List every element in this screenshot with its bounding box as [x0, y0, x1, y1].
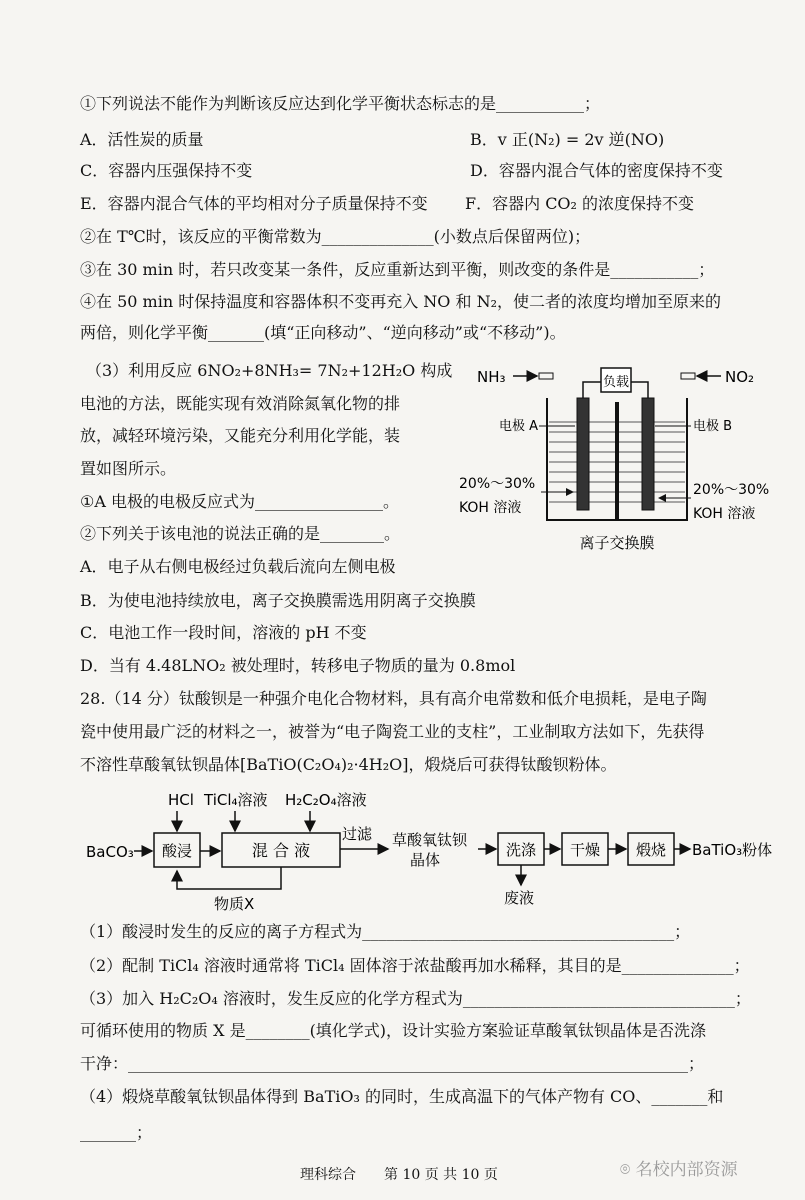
- q2-option-c: C．容器内压强保持不变: [80, 161, 253, 180]
- hcl-label: HCl: [168, 791, 194, 809]
- process-flow-diagram: [80, 785, 795, 915]
- calcine-label: 煅烧: [635, 841, 667, 859]
- q3-intro-2: 电池的方法，既能实现有效消除氮氧化物的排: [80, 394, 401, 413]
- q3-sub-1: ①A 电极的电极反应式为________________。: [80, 492, 399, 511]
- electrode-a: [577, 398, 589, 510]
- q2-statement-4b: 两倍，则化学平衡_______(填“正向移动”、“逆向移动”或“不移动”)。: [80, 323, 566, 342]
- ion-exchange-membrane: [615, 402, 619, 520]
- q28-sub-4: （4）煅烧草酸氧钛钡晶体得到 BaTiO₃ 的同时，生成高温下的气体产物有 CO、_______和: [80, 1087, 724, 1106]
- mixed-solution-label: 混 合 液: [251, 841, 311, 860]
- product-label: BaTiO₃粉体: [692, 841, 773, 859]
- watermark: [620, 1155, 738, 1180]
- page-footer: 理科综合 第 10 页 共 10 页: [300, 1167, 498, 1183]
- ticl4-label: TiCl₄溶液: [204, 791, 268, 809]
- recycle-arrow: [177, 867, 281, 889]
- waste-label: 废液: [504, 889, 535, 907]
- q28-text-2: 瓷中使用最广泛的材料之一，被誉为“电子陶瓷工业的支柱”，工业制取方法如下，先获得: [80, 722, 705, 741]
- q3-option-d: D．当有 4.48LNO₂ 被处理时，转移电子物质的量为 0.8mol: [80, 656, 516, 675]
- watermark-text: 名校内部资源: [635, 1160, 738, 1180]
- electrode-b: [642, 398, 654, 510]
- q2-statement-1: ①下列说法不能作为判断该反应达到化学平衡状态标志的是___________；: [80, 94, 601, 113]
- wash-label: 洗涤: [505, 841, 537, 859]
- q3-sub-2: ②下列关于该电池的说法正确的是________。: [80, 524, 401, 543]
- q2-statement-4a: ④在 50 min 时保持温度和容器体积不变再充入 NO 和 N₂，使二者的浓度均增加至原来的: [80, 292, 722, 311]
- baco3-label: BaCO₃: [86, 843, 134, 861]
- wechat-icon: ⌾: [620, 1160, 636, 1180]
- q2-option-b: B．v 正(N₂) = 2v 逆(NO): [470, 130, 665, 149]
- left-solution: KOH 溶液: [459, 500, 522, 516]
- q2-option-f: F．容器内 CO₂ 的浓度保持不变: [465, 194, 695, 213]
- q2-option-e: E．容器内混合气体的平均相对分子质量保持不变: [80, 194, 428, 213]
- crystal-label-2: 晶体: [410, 851, 441, 869]
- load-label: 负载: [602, 375, 630, 390]
- q28-sub-3b: 可循环使用的物质 X 是________(填化学式)，设计实验方案验证草酸氧钛钡晶体是否洗涤: [80, 1021, 707, 1040]
- h2c2o4-label: H₂C₂O₄溶液: [285, 791, 367, 809]
- q28-sub-2: （2）配制 TiCl₄ 溶液时通常将 TiCl₄ 固体溶于浓盐酸再加水稀释，其目的是______________；: [80, 956, 750, 975]
- q3-option-a: A．电子从右侧电极经过负载后流向左侧电极: [80, 557, 396, 576]
- acid-leach-label: 酸浸: [161, 842, 193, 860]
- crystal-label-1: 草酸氧钛钡: [392, 831, 468, 849]
- q28-sub-3: （3）加入 H₂C₂O₄ 溶液时，发生反应的化学方程式为__________________________________；: [80, 989, 751, 1008]
- nh3-label: NH₃: [477, 368, 506, 386]
- membrane-label: 离子交换膜: [579, 534, 655, 552]
- q28-text-3: 不溶性草酸氧钛钡晶体[BaTiO(C₂O₄)₂·4H₂O]，煅烧后可获得钛酸钡粉体。: [80, 755, 617, 774]
- q3-option-b: B．为使电池持续放电，离子交换膜需选用阴离子交换膜: [80, 591, 476, 610]
- filter-label: 过滤: [342, 825, 373, 843]
- q28-sub-1: （1）酸浸时发生的反应的离子方程式为_______________________________________；: [80, 922, 691, 941]
- q3-intro-4: 置如图所示。: [80, 459, 177, 478]
- substance-x-label: 物质X: [214, 895, 255, 913]
- left-concentration: 20%～30%: [459, 476, 536, 492]
- q2-statement-2: ②在 T℃时，该反应的平衡常数为______________(小数点后保留两位)；: [80, 227, 591, 246]
- q3-intro-1: （3）利用反应 6NO₂+8NH₃= 7N₂+12H₂O 构成: [86, 361, 453, 380]
- right-concentration: 20%～30%: [693, 482, 770, 498]
- q2-option-a: A．活性炭的质量: [80, 130, 204, 149]
- q28-sub-3c: 干净：______________________________________________________________________；: [80, 1054, 705, 1073]
- q2-option-d: D．容器内混合气体的密度保持不变: [470, 161, 723, 180]
- fuel-cell-diagram: [455, 360, 795, 560]
- dry-label: 干燥: [569, 841, 601, 859]
- right-solution: KOH 溶液: [693, 506, 756, 522]
- q28-sub-4b: _______；: [80, 1123, 153, 1142]
- q28-text-1: 28.（14 分）钛酸钡是一种强介电化合物材料，具有高介电常数和低介电损耗，是电子陶: [80, 689, 707, 708]
- electrode-b-label: 电极 B: [693, 419, 733, 434]
- q3-intro-3: 放，减轻环境污染，又能充分利用化学能，装: [80, 426, 401, 445]
- no2-label: NO₂: [725, 368, 755, 386]
- electrode-a-label: 电极 A: [499, 419, 539, 434]
- q3-option-c: C．电池工作一段时间，溶液的 pH 不变: [80, 623, 367, 642]
- q2-statement-3: ③在 30 min 时，若只改变某一条件，反应重新达到平衡，则改变的条件是___________；: [80, 260, 715, 279]
